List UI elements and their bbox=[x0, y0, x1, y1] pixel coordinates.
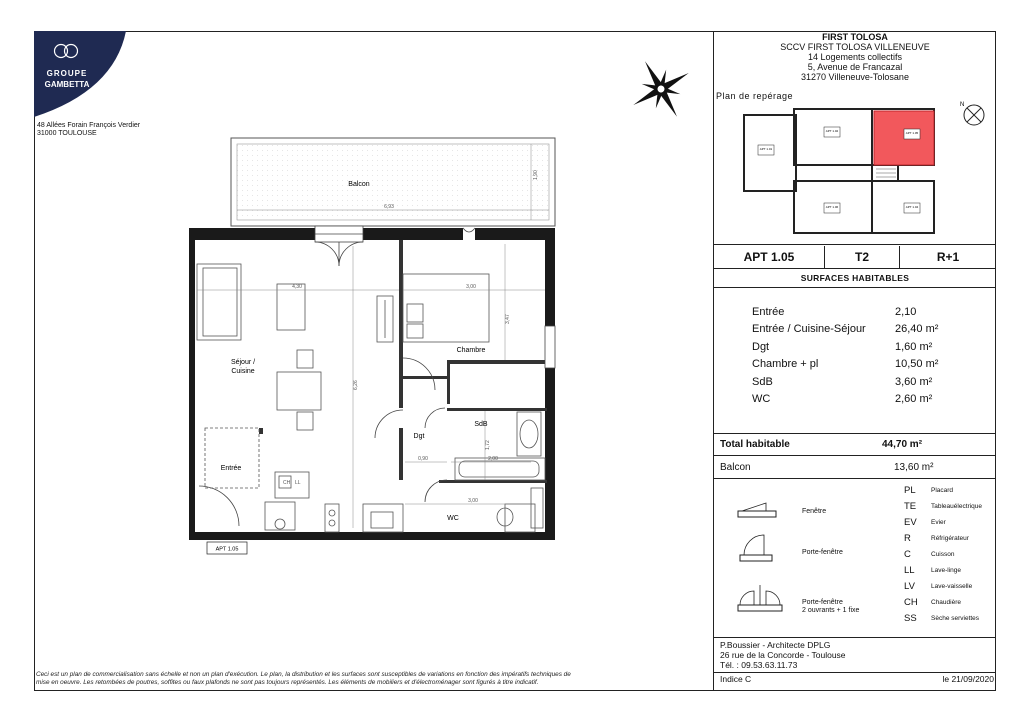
surface-name: WC bbox=[752, 393, 771, 406]
surface-name: Chambre + pl bbox=[752, 358, 819, 371]
total-habitable bbox=[720, 439, 990, 450]
abbr-row bbox=[904, 499, 996, 515]
surface-value: 2,60 m² bbox=[895, 393, 933, 406]
floor-plan bbox=[185, 128, 575, 558]
dim-balcon-w: 6,93 bbox=[384, 204, 394, 210]
key-unit-5: APT 1.04 bbox=[905, 205, 919, 209]
legend-pf2-line2: 2 ouvrants + 1 fixe bbox=[802, 607, 860, 614]
room-label-sejour-2: Cuisine bbox=[231, 368, 255, 375]
surfaces-title: SURFACES HABITABLES bbox=[800, 273, 910, 283]
rule bbox=[714, 287, 996, 288]
project-city: 31270 Villeneuve-Tolosane bbox=[801, 72, 909, 82]
rule bbox=[714, 672, 996, 673]
abbr-key: LL bbox=[904, 564, 915, 576]
svg-text:N: N bbox=[960, 102, 965, 108]
footer-index: Indice C bbox=[720, 674, 752, 684]
legend-porte-fenetre: Porte-fenêtre bbox=[802, 549, 843, 556]
abbr-key: C bbox=[904, 549, 911, 560]
key-unit-4: APT 1.06 bbox=[825, 205, 839, 209]
surface-row bbox=[752, 391, 982, 409]
surface-value: 10,50 m² bbox=[895, 358, 939, 371]
key-unit-2: APT 1.02 bbox=[825, 129, 839, 133]
room-label-dgt: Dgt bbox=[413, 433, 425, 440]
project-header bbox=[714, 31, 996, 82]
rule bbox=[714, 637, 996, 638]
project-street: 5, Avenue de Francazal bbox=[807, 62, 903, 72]
abbr-key: CH bbox=[904, 596, 918, 608]
abbr-row bbox=[904, 578, 996, 594]
key-unit-3: APT 1.05 bbox=[905, 131, 919, 135]
abbr-desc: Lave-vaisselle bbox=[931, 582, 973, 590]
surface-name: SdB bbox=[752, 375, 773, 388]
apartment-ref: APT 1.05 bbox=[714, 246, 825, 268]
room-label-sdb: SdB bbox=[474, 421, 488, 428]
address-line2: 31000 TOULOUSE bbox=[37, 130, 97, 137]
room-label-balcon: Balcon bbox=[348, 181, 370, 188]
surface-row bbox=[752, 321, 982, 339]
fixture-ch: CH bbox=[283, 480, 291, 486]
groupe-gambetta-logo bbox=[34, 31, 126, 117]
disclaimer-line1: Ceci est un plan de commercialisation sans échelle et non un plan d'exécution. Le plan, la distribution et les surfaces sont susceptibles de variations en fonction des impératifs techniques de bbox=[36, 671, 571, 678]
architect-name: P.Boussier - Architecte DPLG bbox=[720, 640, 831, 650]
architect-phone: Tél. : 09.53.63.11.73 bbox=[720, 660, 798, 670]
disclaimer bbox=[36, 671, 696, 687]
room-label-wc: WC bbox=[447, 515, 459, 522]
abbr-key: TE bbox=[904, 501, 917, 513]
abbr-row bbox=[904, 562, 996, 578]
legend-pf2-line1: Porte-fenêtre bbox=[802, 599, 843, 606]
french-window-symbol-icon bbox=[738, 533, 774, 563]
apartment-level: R+1 bbox=[936, 250, 960, 264]
dim-sdb-h: 1,72 bbox=[485, 440, 491, 450]
surfaces-list bbox=[752, 303, 982, 408]
room-label-entree: Entrée bbox=[220, 465, 242, 472]
abbr-row bbox=[904, 531, 996, 547]
abbr-desc: Tableauélectrique bbox=[931, 503, 982, 511]
abbr-desc: Evier bbox=[931, 519, 946, 527]
key-plan bbox=[736, 103, 960, 241]
abbr-key: SS bbox=[904, 612, 917, 624]
dim-chambre-w: 3,00 bbox=[466, 284, 476, 290]
north-arrow-icon bbox=[956, 97, 988, 129]
project-company: SCCV FIRST TOLOSA VILLENEUVE bbox=[780, 42, 930, 52]
abbr-key: PL bbox=[904, 485, 916, 497]
balcony-area bbox=[231, 138, 555, 226]
dim-wc-w: 3,00 bbox=[468, 498, 478, 504]
abbr-row bbox=[904, 610, 996, 626]
key-unit-1: APT 1.01 bbox=[759, 147, 773, 151]
balcon-surface bbox=[720, 462, 990, 473]
abbr-row bbox=[904, 594, 996, 610]
logo-line1: GROUPE bbox=[46, 69, 88, 78]
dim-dgt-w: 0,90 bbox=[418, 456, 428, 462]
surface-value: 2,10 bbox=[895, 305, 917, 318]
address-line1: 48 Allées Forain François Verdier bbox=[37, 122, 141, 129]
surface-row bbox=[752, 356, 982, 374]
abbr-key: LV bbox=[904, 580, 915, 592]
surface-value: 26,40 m² bbox=[895, 323, 939, 336]
abbr-desc: Placard bbox=[931, 487, 954, 495]
abbr-desc: Sèche serviettes bbox=[931, 614, 980, 622]
abbr-row bbox=[904, 547, 996, 563]
apartment-type: T2 bbox=[825, 246, 900, 268]
abbr-key: R bbox=[904, 533, 911, 545]
dim-balcon-h: 1,90 bbox=[533, 170, 539, 180]
architect-address: 26 rue de la Concorde - Toulouse bbox=[720, 650, 846, 660]
rule bbox=[714, 478, 996, 479]
dim-sdb-w: 2,00 bbox=[488, 456, 498, 462]
logo-line2: GAMBETTA bbox=[44, 80, 90, 89]
surface-row bbox=[752, 373, 982, 391]
disclaimer-line2: mise en oeuvre. Les retombées de poutres, soffites ou faux plafonds ne sont pas toujours représentés. Les éléments de mobiliers et d'électroménager sont figurés à titre indicatif. bbox=[36, 679, 539, 686]
apt-tag: APT 1.05 bbox=[215, 546, 239, 553]
surface-name: Dgt bbox=[752, 340, 770, 353]
abbr-row bbox=[904, 483, 996, 499]
dim-chambre-h: 3,47 bbox=[505, 314, 511, 324]
abbr-desc: Chaudière bbox=[931, 598, 961, 606]
project-units: 14 Logements collectifs bbox=[807, 52, 903, 62]
legend-porte-fenetre-2 bbox=[802, 599, 859, 615]
surface-name: Entrée bbox=[752, 305, 785, 318]
balcon-label: Balcon bbox=[720, 462, 751, 473]
legend-fenetre: Fenêtre bbox=[802, 508, 827, 515]
exterior-walls bbox=[189, 228, 555, 540]
double-french-window-symbol-icon bbox=[736, 581, 784, 613]
abbr-row bbox=[904, 515, 996, 531]
compass-rose-icon bbox=[628, 56, 694, 122]
fixture-ll: LL bbox=[295, 480, 301, 486]
surface-name: Entrée / Cuisine-Séjour bbox=[752, 323, 866, 336]
abbr-desc: Lave-linge bbox=[931, 566, 961, 574]
furniture bbox=[197, 264, 545, 532]
footer bbox=[720, 674, 994, 684]
room-label-sejour-1: Séjour / bbox=[230, 359, 256, 366]
title-block bbox=[714, 31, 996, 691]
window-symbol-icon bbox=[736, 497, 778, 521]
abbr-key: EV bbox=[904, 517, 917, 529]
rule bbox=[714, 244, 996, 245]
abbr-desc: Cuisson bbox=[931, 551, 955, 558]
surface-row bbox=[752, 303, 982, 321]
abbreviation-legend bbox=[904, 483, 996, 626]
footer-date: le 21/09/2020 bbox=[942, 674, 994, 684]
key-plan-label: Plan de repérage bbox=[716, 91, 794, 101]
rule bbox=[714, 433, 996, 434]
apartment-info bbox=[714, 246, 996, 268]
surface-row bbox=[752, 338, 982, 356]
company-address bbox=[37, 122, 140, 138]
dim-sejour-h: 6,26 bbox=[353, 380, 359, 390]
surface-value: 1,60 m² bbox=[895, 340, 933, 353]
rule bbox=[714, 455, 996, 456]
project-name: FIRST TOLOSA bbox=[822, 32, 888, 42]
rule bbox=[714, 268, 996, 269]
total-label: Total habitable bbox=[720, 439, 790, 450]
architect-block bbox=[720, 640, 846, 670]
total-value: 44,70 m² bbox=[882, 439, 923, 450]
balcon-value: 13,60 m² bbox=[894, 462, 934, 473]
room-label-chambre: Chambre bbox=[456, 347, 486, 354]
abbr-desc: Réfrigérateur bbox=[931, 535, 969, 543]
dim-sejour-w: 4,30 bbox=[292, 284, 302, 290]
surface-value: 3,60 m² bbox=[895, 375, 933, 388]
